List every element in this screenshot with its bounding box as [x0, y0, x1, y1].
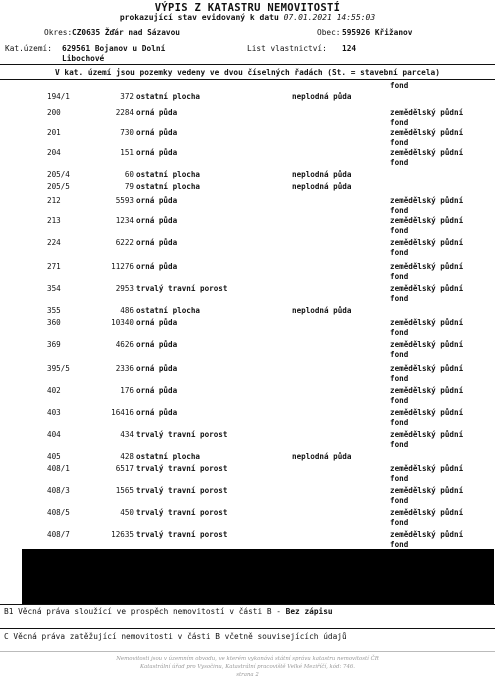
section-b1-text: B1 Věcná práva sloužící ve prospěch nemovitostí v části B - [4, 607, 281, 616]
protection: zemědělský půdní [390, 128, 464, 137]
parcel-number: 369 [47, 340, 61, 349]
document-subtitle [0, 13, 495, 22]
fragment-fond: fond [390, 81, 409, 90]
land-type: neplodná půda [292, 170, 352, 179]
subtitle-datetime: 07.01.2021 14:55:03 [283, 13, 376, 22]
protection: zemědělský půdní [390, 486, 464, 495]
protection-cont: fond [390, 206, 409, 215]
series-banner: V kat. území jsou pozemky vedeny ve dvou číselných řadách (St. = stavební parcela) [55, 68, 440, 77]
parcel-area: 434 [120, 430, 134, 439]
parcel-number: 201 [47, 128, 61, 137]
land-use: ostatní plocha [136, 452, 201, 461]
parcel-number: 354 [47, 284, 61, 293]
katuzemi-value-cont: Libochové [62, 54, 105, 63]
parcel-area: 6222 [115, 238, 134, 247]
protection-cont: fond [390, 248, 409, 257]
parcel-area: 428 [120, 452, 134, 461]
protection: zemědělský půdní [390, 284, 464, 293]
parcel-number: 403 [47, 408, 61, 417]
land-use: trvalý travní porost [136, 508, 228, 517]
protection-cont: fond [390, 350, 409, 359]
protection-cont: fond [390, 118, 409, 127]
parcel-number: 224 [47, 238, 61, 247]
parcel-number: 194/1 [47, 92, 70, 101]
section-divider-b1 [0, 604, 495, 605]
protection-cont: fond [390, 226, 409, 235]
land-use: trvalý travní porost [136, 430, 228, 439]
header-divider [0, 64, 495, 65]
protection-cont: fond [390, 474, 409, 483]
protection: zemědělský půdní [390, 408, 464, 417]
parcel-area: 60 [124, 170, 134, 179]
land-use: ostatní plocha [136, 170, 201, 179]
protection-cont: fond [390, 272, 409, 281]
protection: zemědělský půdní [390, 530, 464, 539]
parcel-area: 6517 [115, 464, 134, 473]
protection: zemědělský půdní [390, 430, 464, 439]
parcel-number: 402 [47, 386, 61, 395]
parcel-area: 1565 [115, 486, 134, 495]
parcel-area: 486 [120, 306, 134, 315]
protection-cont: fond [390, 440, 409, 449]
protection: zemědělský půdní [390, 108, 464, 117]
footer-line-2: Katastrální úřad pro Vysočinu, Katastrální pracoviště Velké Meziříčí, kód: 746. [139, 664, 356, 670]
redaction-block [22, 549, 494, 604]
protection-cont: fond [390, 540, 409, 549]
protection: zemědělský půdní [390, 318, 464, 327]
land-use: orná půda [136, 386, 178, 395]
land-type: neplodná půda [292, 452, 352, 461]
protection-cont: fond [390, 328, 409, 337]
land-use: orná půda [136, 148, 178, 157]
protection-cont: fond [390, 138, 409, 147]
footer-line-1: Nemovitosti jsou v územním obvodu, ve kterém vykonává státní správu katastru nemovitostí ČR [116, 656, 379, 662]
parcel-area: 450 [120, 508, 134, 517]
parcel-area: 151 [120, 148, 134, 157]
section-b1-value: Bez zápisu [285, 607, 333, 616]
banner-divider [0, 79, 495, 80]
land-use: trvalý travní porost [136, 464, 228, 473]
parcel-number: 200 [47, 108, 61, 117]
protection-cont: fond [390, 158, 409, 167]
protection: zemědělský půdní [390, 386, 464, 395]
parcel-number: 271 [47, 262, 61, 271]
protection: zemědělský půdní [390, 196, 464, 205]
section-divider-c [0, 628, 495, 629]
katuzemi-value: 629561 Bojanov u Dolní [62, 44, 166, 53]
protection: zemědělský půdní [390, 238, 464, 247]
land-use: trvalý travní porost [136, 284, 228, 293]
protection-cont: fond [390, 518, 409, 527]
document-title: VÝPIS Z KATASTRU NEMOVITOSTÍ [154, 2, 341, 14]
parcel-area: 2336 [115, 364, 134, 373]
parcel-area: 79 [124, 182, 134, 191]
land-use: trvalý travní porost [136, 486, 228, 495]
parcel-number: 205/5 [47, 182, 70, 191]
parcel-area: 2953 [115, 284, 134, 293]
parcel-area: 1234 [115, 216, 134, 225]
subtitle-prefix: prokazující stav evidovaný k datu [119, 13, 279, 22]
land-use: trvalý travní porost [136, 530, 228, 539]
footer-divider [0, 651, 495, 652]
land-use: ostatní plocha [136, 182, 201, 191]
parcel-area: 372 [120, 92, 134, 101]
lv-value: 124 [342, 44, 357, 53]
obec-label: Obec: [317, 28, 341, 37]
land-type: neplodná půda [292, 182, 352, 191]
land-use: orná půda [136, 108, 178, 117]
parcel-number: 404 [47, 430, 61, 439]
land-use: orná půda [136, 262, 178, 271]
land-type: neplodná půda [292, 306, 352, 315]
parcel-number: 395/5 [47, 364, 70, 373]
protection-cont: fond [390, 396, 409, 405]
section-b1 [4, 607, 333, 616]
parcel-area: 176 [120, 386, 134, 395]
parcel-number: 355 [47, 306, 61, 315]
parcel-number: 405 [47, 452, 61, 461]
protection: zemědělský půdní [390, 464, 464, 473]
parcel-area: 16416 [111, 408, 134, 417]
protection: zemědělský půdní [390, 340, 464, 349]
protection-cont: fond [390, 496, 409, 505]
parcel-area: 12635 [111, 530, 134, 539]
parcel-number: 213 [47, 216, 61, 225]
parcel-area: 4626 [115, 340, 134, 349]
parcel-number: 205/4 [47, 170, 70, 179]
land-use: orná půda [136, 238, 178, 247]
section-c: C Věcná práva zatěžující nemovitosti v části B včetně souvisejících údajů [4, 632, 347, 641]
katuzemi-label: Kat.území: [5, 44, 52, 53]
parcel-area: 730 [120, 128, 134, 137]
protection-cont: fond [390, 374, 409, 383]
protection-cont: fond [390, 418, 409, 427]
land-use: orná půda [136, 408, 178, 417]
obec-value: 595926 Křižanov [342, 28, 413, 37]
land-use: orná půda [136, 128, 178, 137]
lv-label: List vlastnictví: [247, 44, 327, 53]
parcel-number: 212 [47, 196, 61, 205]
parcel-number: 204 [47, 148, 61, 157]
footer-page-number: strana 2 [236, 672, 259, 678]
protection: zemědělský půdní [390, 148, 464, 157]
protection: zemědělský půdní [390, 262, 464, 271]
protection: zemědělský půdní [390, 216, 464, 225]
okres-label: Okres: [44, 28, 73, 37]
land-use: ostatní plocha [136, 92, 201, 101]
land-use: orná půda [136, 318, 178, 327]
parcel-number: 360 [47, 318, 61, 327]
land-use: orná půda [136, 364, 178, 373]
parcel-area: 10340 [111, 318, 134, 327]
land-use: orná půda [136, 216, 178, 225]
parcel-area: 5593 [115, 196, 134, 205]
land-use: orná půda [136, 340, 178, 349]
land-type: neplodná půda [292, 92, 352, 101]
okres-value: CZ0635 Žďár nad Sázavou [72, 28, 180, 37]
protection: zemědělský půdní [390, 508, 464, 517]
parcel-number: 408/3 [47, 486, 70, 495]
land-use: ostatní plocha [136, 306, 201, 315]
parcel-number: 408/1 [47, 464, 70, 473]
parcel-area: 2284 [115, 108, 134, 117]
parcel-number: 408/5 [47, 508, 70, 517]
protection-cont: fond [390, 294, 409, 303]
parcel-number: 408/7 [47, 530, 70, 539]
protection: zemědělský půdní [390, 364, 464, 373]
parcel-area: 11276 [111, 262, 134, 271]
land-use: orná půda [136, 196, 178, 205]
